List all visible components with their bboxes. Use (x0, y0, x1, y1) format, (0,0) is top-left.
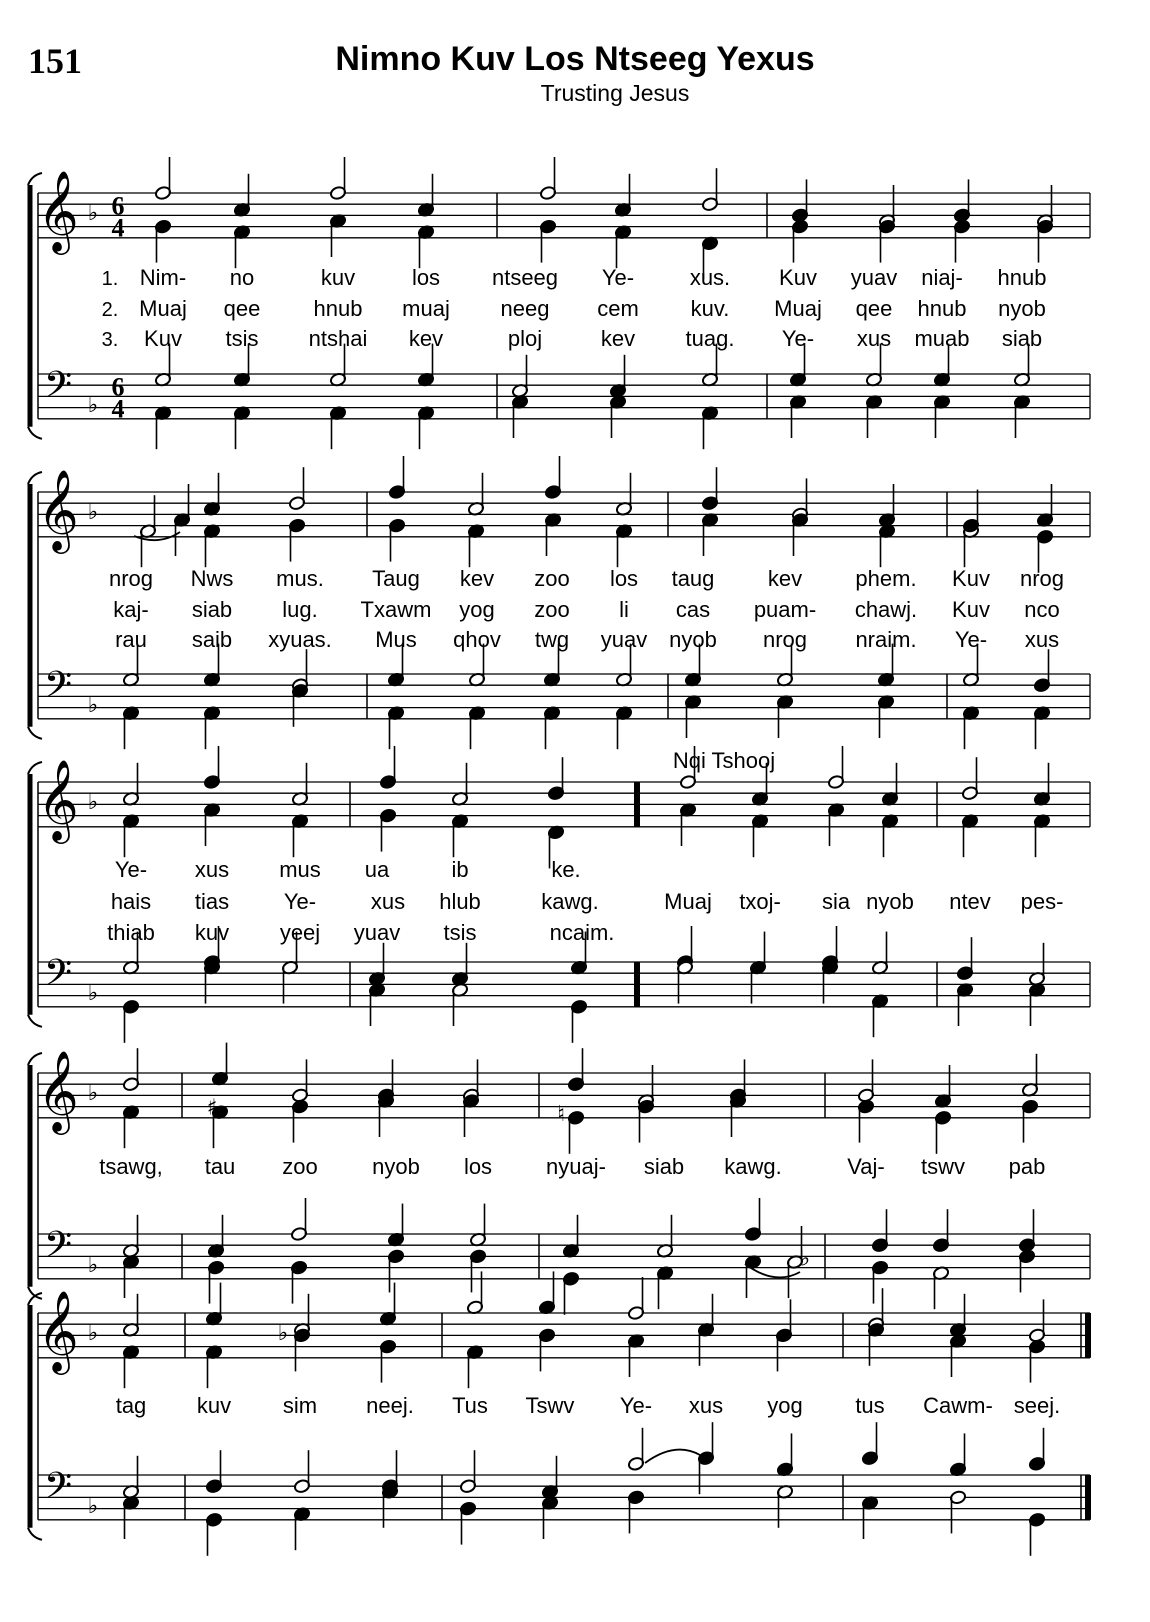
lyric-syllable: sim (282, 1393, 318, 1418)
key-signature-flat: ♭ (87, 1253, 99, 1279)
lyric-syllable: Tus (452, 1393, 488, 1418)
lyric-syllable: niaj- (921, 265, 963, 290)
verse-number: 1. (101, 268, 119, 290)
lyric-syllable: Taug (372, 566, 420, 591)
lyric-syllable: lug. (282, 597, 318, 622)
lyric-syllable: hnub (997, 265, 1047, 290)
lyric-syllable: kaj- (113, 597, 149, 622)
lyric-syllable: tuag. (685, 326, 735, 351)
treble-staff (38, 193, 1090, 238)
hymn-subtitle: Trusting Jesus (540, 80, 690, 106)
key-signature-flat: ♭ (87, 981, 99, 1007)
time-signature-top: 6 (111, 372, 125, 402)
treble-clef-icon: 𝄞 (37, 1049, 79, 1132)
lyric-syllable: tias (194, 889, 230, 914)
lyric-syllable: Txawm (360, 597, 432, 622)
lyric-syllable: zoo (534, 566, 570, 591)
lyric-syllable: xyuas. (268, 627, 332, 652)
sharp-accidental: ♯ (206, 1095, 218, 1121)
lyric-syllable: pes- (1020, 889, 1064, 914)
verse-number: 2. (101, 299, 119, 321)
lyric-syllable: taug (671, 566, 715, 591)
lyric-syllable: xus (856, 326, 892, 351)
lyric-syllable: hais (110, 889, 152, 914)
lyric-syllable: nrog (108, 566, 154, 591)
lyric-syllable: puam- (753, 597, 817, 622)
lyric-syllable: Vaj- (847, 1154, 885, 1179)
key-signature-flat: ♭ (87, 1494, 99, 1520)
lyric-syllable: yog (459, 597, 495, 622)
time-signature-bottom: 4 (111, 394, 125, 424)
lyric-syllable: ploj (507, 326, 543, 351)
lyric-syllable: tsawg, (99, 1154, 163, 1179)
lyric-syllable: los (411, 265, 441, 290)
lyric-syllable: mus. (276, 566, 324, 591)
lyric-syllable: seej. (1013, 1393, 1061, 1418)
lyric-syllable: yuav (353, 920, 401, 945)
bass-staff (38, 1234, 1090, 1279)
lyric-syllable: yeej (279, 920, 321, 945)
lyric-syllable: cas (675, 597, 711, 622)
lyric-syllable: los (609, 566, 639, 591)
lyric-syllable: siab (1001, 326, 1043, 351)
lyric-syllable: chawj. (854, 597, 918, 622)
tie (645, 1450, 700, 1463)
key-signature-flat: ♭ (87, 1080, 99, 1106)
lyric-syllable: qee (855, 296, 893, 321)
lyric-syllable: nraim. (855, 627, 917, 652)
key-signature-flat: ♭ (87, 499, 99, 525)
lyric-syllable: kev (408, 326, 444, 351)
time-signature-top: 6 (111, 191, 125, 221)
bass-staff (38, 374, 1090, 419)
lyric-syllable: hnub (313, 296, 363, 321)
lyric-syllable: nrog (762, 627, 808, 652)
lyric-syllable: kev (459, 566, 495, 591)
treble-clef-icon: 𝄞 (37, 169, 79, 252)
lyric-syllable: saib (191, 627, 233, 652)
key-signature-flat: ♭ (87, 789, 99, 815)
lyric-syllable: qee (223, 296, 261, 321)
final-barline-thick (1085, 1313, 1091, 1358)
key-signature-flat: ♭ (87, 200, 99, 226)
lyric-syllable: li (619, 597, 629, 622)
treble-staff (38, 492, 1090, 537)
lyric-syllable: Ye- (283, 889, 317, 914)
lyric-syllable: kuv (194, 920, 230, 945)
lyric-syllable: mus (279, 857, 321, 882)
lyric-syllable: tsis (225, 326, 259, 351)
lyric-syllable: ke. (551, 857, 581, 882)
lyric-syllable: tau (204, 1154, 236, 1179)
lyric-syllable: cem (597, 296, 639, 321)
lyric-syllable: no (229, 265, 255, 290)
lyric-syllable: nyob (372, 1154, 420, 1179)
lyric-syllable: kawg. (541, 889, 599, 914)
lyric-syllable: Tswv (525, 1393, 575, 1418)
lyric-syllable: zoo (534, 597, 570, 622)
lyric-syllable: kev (767, 566, 803, 591)
lyric-syllable: nyuaj- (546, 1154, 606, 1179)
flat-accidental: ♭ (799, 1246, 811, 1272)
lyric-syllable: hnub (917, 296, 967, 321)
lyric-syllable: Kuv (952, 597, 990, 622)
key-signature-flat: ♭ (87, 1320, 99, 1346)
lyric-syllable: ntshai (308, 326, 368, 351)
lyric-syllable: ncaim. (549, 920, 615, 945)
lyric-syllable: Kuv (952, 566, 990, 591)
lyric-syllable: hlub (439, 889, 481, 914)
lyric-syllable: yog (767, 1393, 803, 1418)
lyric-syllable: muaj (402, 296, 450, 321)
lyric-syllable: sia (821, 889, 851, 914)
bass-clef-icon: 𝄢 (43, 364, 73, 416)
lyric-syllable: Ye- (781, 326, 815, 351)
lyric-syllable: Ye- (601, 265, 635, 290)
lyric-syllable: phem. (855, 566, 917, 591)
lyric-syllable: nyob (866, 889, 914, 914)
bass-clef-icon: 𝄢 (43, 1465, 73, 1517)
lyric-syllable: los (463, 1154, 493, 1179)
hymn-title: Nimno Kuv Los Ntseeg Yexus (335, 40, 815, 78)
lyric-syllable: kev (600, 326, 636, 351)
lyric-syllable: ua (364, 857, 390, 882)
bass-staff (38, 962, 1090, 1007)
final-barline-thick (1085, 1475, 1091, 1520)
natural-accidental: ♮ (557, 1102, 565, 1128)
treble-staff (38, 1313, 1090, 1358)
lyric-syllable: tus (855, 1393, 885, 1418)
key-signature-flat: ♭ (87, 693, 99, 719)
lyric-syllable: ntev (949, 889, 991, 914)
lyric-syllable: Mus (375, 627, 417, 652)
double-barline (634, 962, 640, 1007)
lyric-syllable: ib (451, 857, 469, 882)
lyric-syllable: siab (643, 1154, 685, 1179)
lyric-syllable: Ye- (114, 857, 148, 882)
hymn-number: 151 (28, 41, 82, 81)
lyric-syllable: Muaj (139, 296, 187, 321)
key-signature-flat: ♭ (87, 393, 99, 419)
lyric-syllable: Ye- (619, 1393, 653, 1418)
lyric-syllable: xus (1024, 627, 1060, 652)
lyric-syllable: kuv (196, 1393, 232, 1418)
treble-staff (38, 782, 1090, 827)
lyric-syllable: Cawm- (923, 1393, 993, 1418)
lyric-syllable: Muaj (774, 296, 822, 321)
lyric-syllable: thiab (107, 920, 155, 945)
lyric-syllable: Kuv (144, 326, 182, 351)
treble-clef-icon: 𝄞 (37, 468, 79, 551)
lyric-syllable: siab (191, 597, 233, 622)
time-signature-bottom: 4 (111, 213, 125, 243)
bass-clef-icon: 𝄢 (43, 952, 73, 1004)
treble-clef-icon: 𝄞 (37, 758, 79, 841)
lyric-syllable: yuav (600, 627, 648, 652)
lyric-syllable: ntseeg (491, 265, 559, 290)
bass-staff (38, 1475, 1090, 1520)
treble-clef-icon: 𝄞 (37, 1289, 79, 1372)
lyric-syllable: yuav (850, 265, 898, 290)
lyric-syllable: Kuv (779, 265, 817, 290)
lyric-syllable: tswv (921, 1154, 965, 1179)
lyric-syllable: xus. (689, 265, 731, 290)
lyric-syllable: Ye- (954, 627, 988, 652)
lyric-syllable: Nim- (139, 265, 187, 290)
lyric-syllable: nyob (998, 296, 1046, 321)
lyric-syllable: kuv (320, 265, 356, 290)
lyric-syllable: Nws (190, 566, 234, 591)
lyric-syllable: qhov (453, 627, 501, 652)
flat-accidental: ♭ (277, 1320, 289, 1346)
bass-clef-icon: 𝄢 (43, 1224, 73, 1276)
lyric-syllable: nco (1024, 597, 1060, 622)
lyric-syllable: nyob (669, 627, 717, 652)
lyric-syllable: neej. (366, 1393, 414, 1418)
lyric-syllable: neeg (500, 296, 550, 321)
lyric-syllable: tag (115, 1393, 147, 1418)
lyric-syllable: zoo (282, 1154, 318, 1179)
lyric-syllable: xus (688, 1393, 724, 1418)
lyric-syllable: twg (534, 627, 570, 652)
lyric-syllable: nrog (1019, 566, 1065, 591)
lyric-syllable: xus (370, 889, 406, 914)
lyric-syllable: kuv. (690, 296, 730, 321)
lyric-syllable: tsis (443, 920, 477, 945)
lyric-syllable: Muaj (664, 889, 712, 914)
refrain-label: Nqi Tshooj (672, 748, 776, 773)
lyric-syllable: pab (1008, 1154, 1046, 1179)
bass-clef-icon: 𝄢 (43, 664, 73, 716)
lyric-syllable: muab (914, 326, 970, 351)
verse-number: 3. (101, 329, 119, 351)
lyric-syllable: rau (115, 627, 147, 652)
bass-staff (38, 674, 1090, 719)
lyric-syllable: xus (194, 857, 230, 882)
lyric-syllable: txoj- (739, 889, 781, 914)
lyric-syllable: kawg. (724, 1154, 782, 1179)
double-barline (634, 782, 640, 827)
